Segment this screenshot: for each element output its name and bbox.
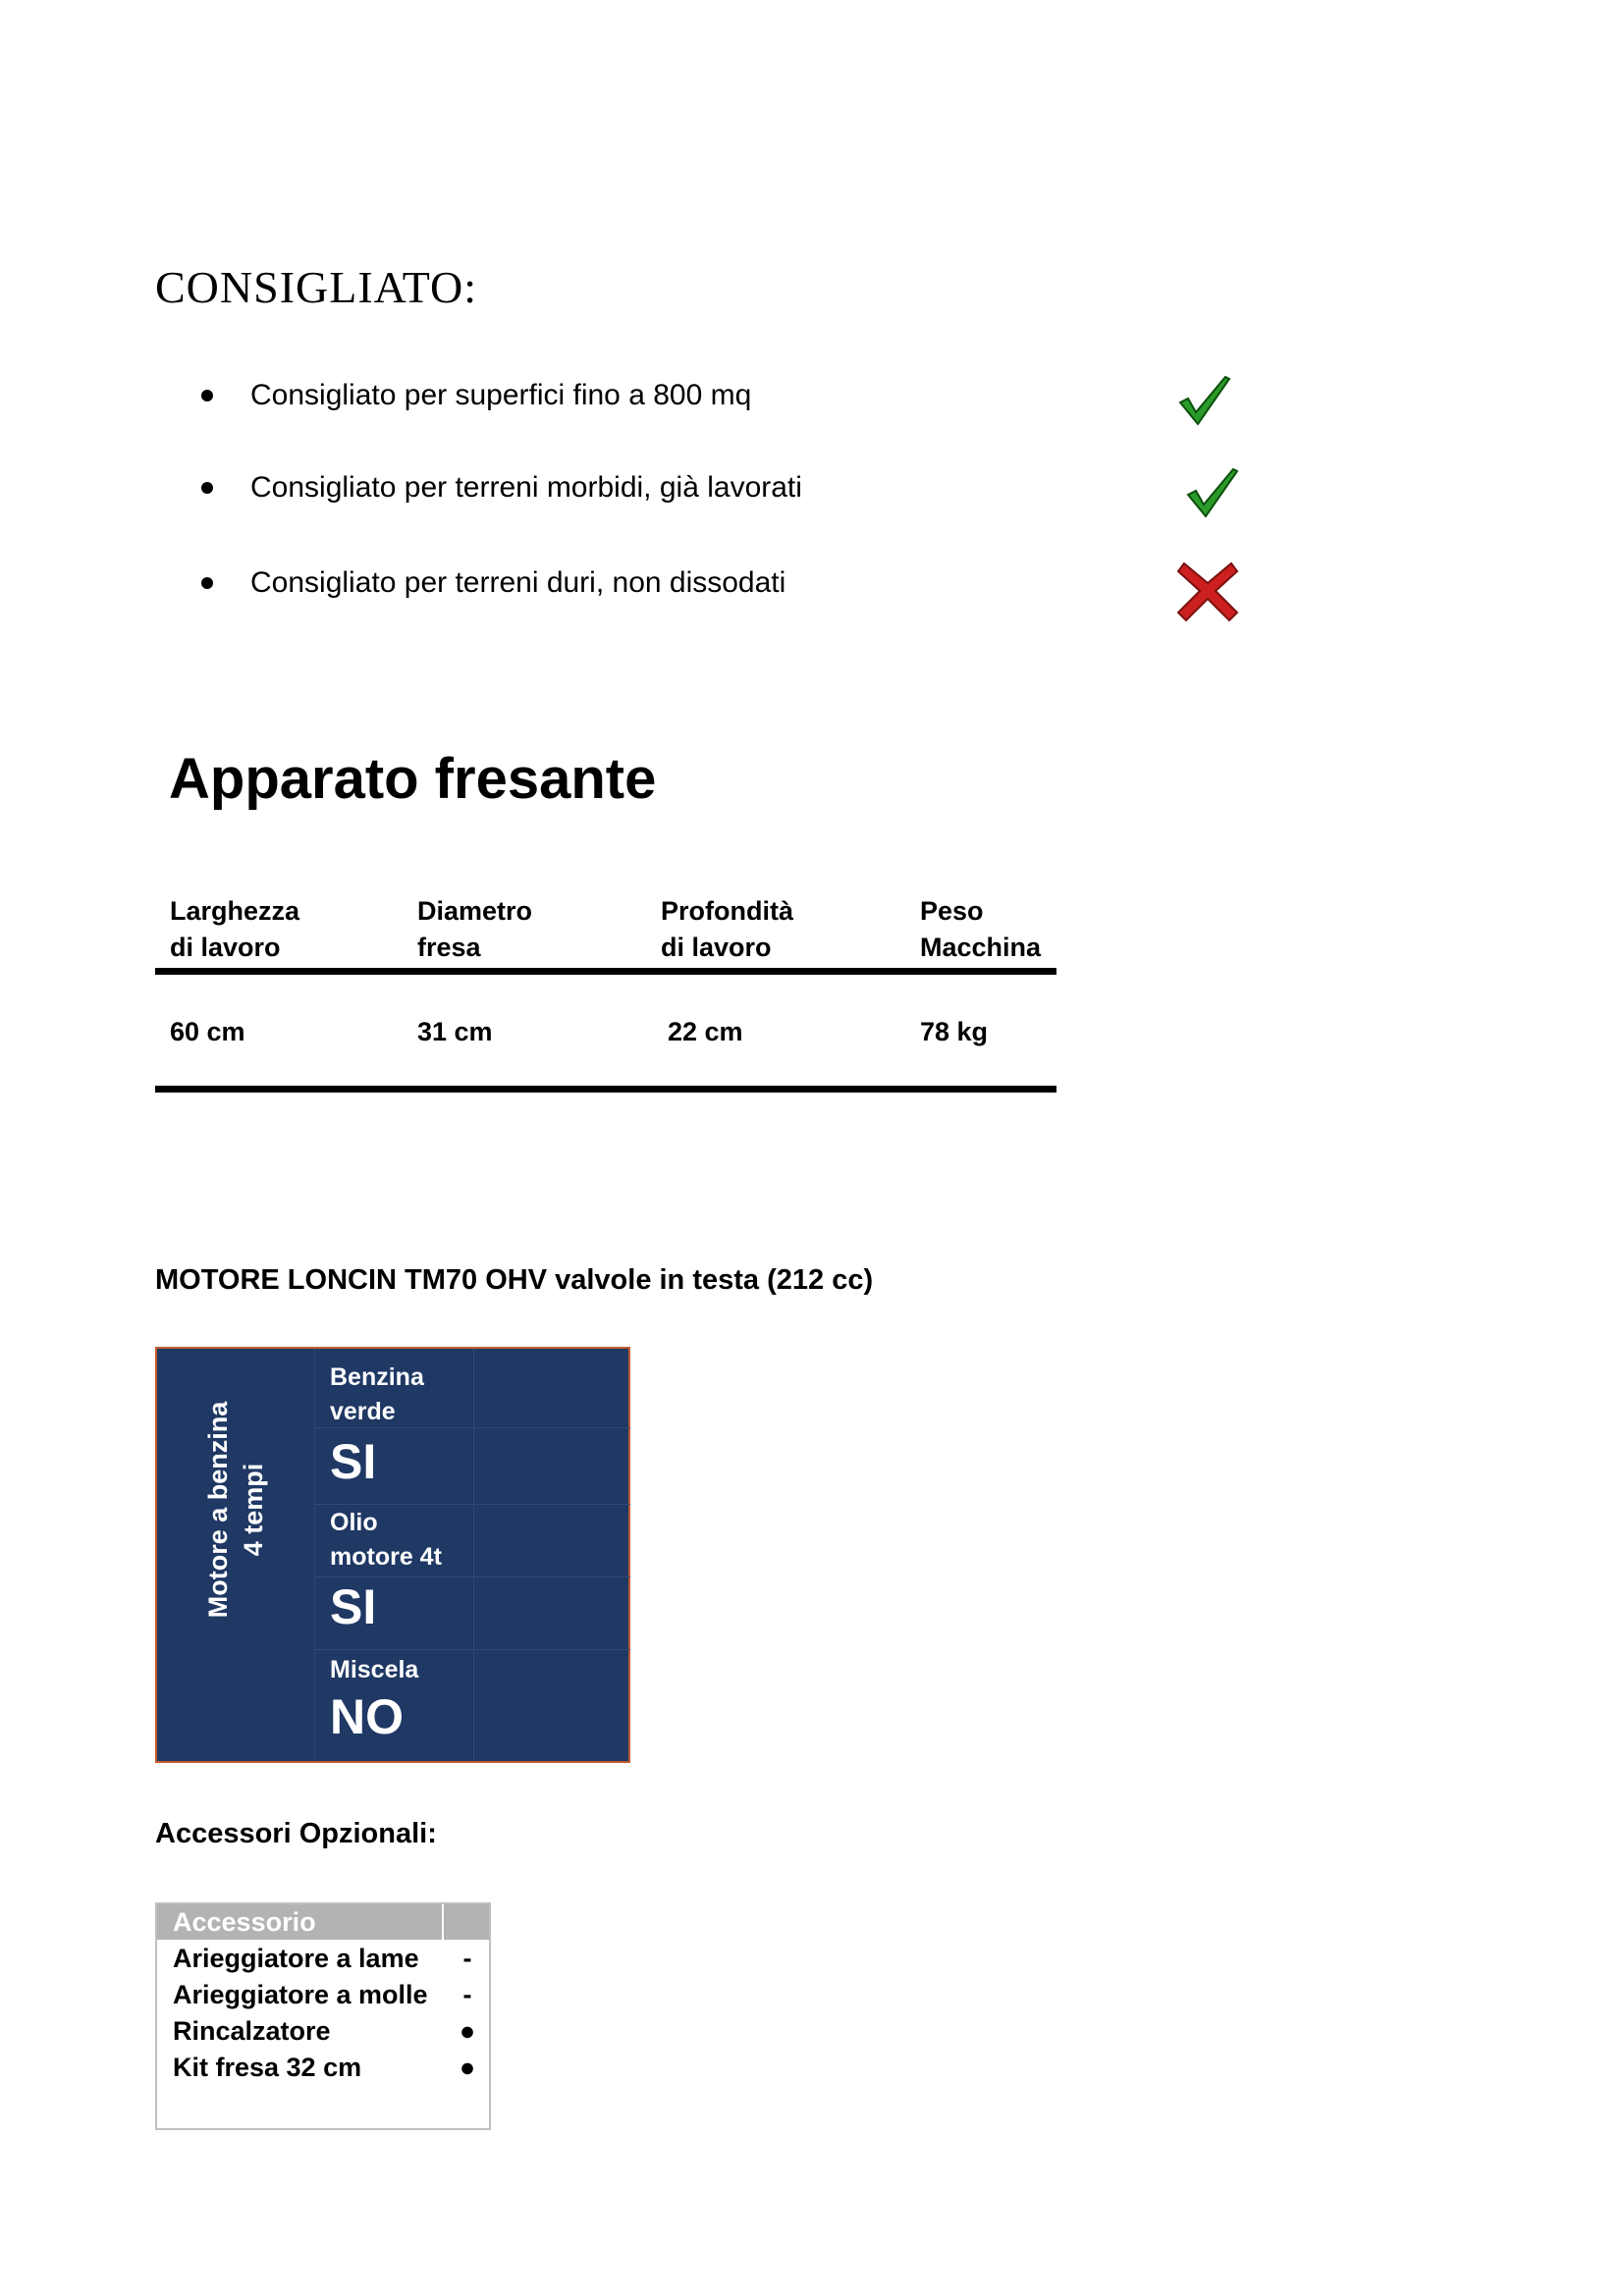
engine-info-box: [155, 1347, 630, 1763]
spec-header-line: fresa: [417, 933, 481, 962]
engine-title: MOTORE LONCIN TM70 OHV valvole in testa (212 cc): [155, 1264, 874, 1296]
recommended-item-1: [201, 379, 751, 412]
cross-icon: [1176, 560, 1239, 622]
fuel-label-line: verde: [330, 1398, 396, 1425]
header-divider: [442, 1904, 444, 1940]
accessory-name: Kit fresa 32 cm: [173, 2053, 362, 2082]
accessories-header: Accessorio: [157, 1904, 489, 1940]
spec-value-working-width: 60 cm: [170, 1017, 245, 1046]
spec-header-machine-weight: [920, 893, 1041, 966]
table-rule-bottom: [155, 1086, 1056, 1093]
engine-type-line: 4 tempi: [239, 1463, 268, 1557]
accessories-title: Accessori Opzionali:: [155, 1818, 437, 1849]
accessory-mark: ●: [459, 2016, 476, 2046]
spec-header-line: di lavoro: [170, 933, 281, 962]
bullet-icon: [201, 577, 213, 589]
accessory-mark: -: [462, 1980, 472, 2009]
accessory-row: [173, 2016, 477, 2047]
grid-divider: [473, 1349, 474, 1761]
fuel-label-mix: Miscela: [330, 1656, 419, 1683]
grid-divider: [314, 1504, 630, 1505]
check-icon: [1184, 465, 1239, 520]
fuel-label-green-petrol: [330, 1361, 424, 1429]
accessories-table: [155, 1902, 491, 2130]
spec-header-working-width: [170, 893, 299, 966]
engine-type-cell: [157, 1349, 315, 1761]
fuel-label-line: motore 4t: [330, 1543, 442, 1571]
spec-header-line: di lavoro: [661, 933, 772, 962]
grid-divider: [314, 1576, 630, 1577]
recommended-item-text: Consigliato per terreni duri, non dissodati: [250, 566, 786, 599]
fuel-label-oil: [330, 1506, 442, 1575]
fuel-label-line: Olio: [330, 1509, 378, 1536]
accessory-row: [173, 1944, 477, 1974]
engine-type-label: [200, 1402, 271, 1619]
spec-value-machine-weight: 78 kg: [920, 1017, 989, 1046]
spec-header-tiller-diameter: [417, 893, 532, 966]
spec-header-line: Larghezza: [170, 896, 300, 926]
grid-divider: [314, 1649, 630, 1650]
fuel-value-mix: NO: [330, 1689, 404, 1744]
fuel-value-oil: SI: [330, 1579, 377, 1634]
accessory-row: [173, 1980, 477, 2010]
accessory-name: Arieggiatore a molle: [173, 1980, 428, 2009]
table-rule-top: [155, 968, 1056, 975]
spec-header-working-depth: [661, 893, 793, 966]
check-icon: [1176, 373, 1231, 428]
fuel-value-green-petrol: SI: [330, 1434, 377, 1489]
spec-value-working-depth: 22 cm: [668, 1017, 743, 1046]
spec-header-line: Peso: [920, 896, 984, 926]
recommended-item-2: [201, 471, 802, 505]
engine-type-line: Motore a benzina: [203, 1401, 233, 1619]
accessory-mark: ●: [459, 2053, 476, 2082]
accessory-name: Rincalzatore: [173, 2016, 331, 2046]
fuel-label-line: Benzina: [330, 1363, 424, 1391]
recommended-item-3: [201, 566, 785, 600]
spec-header-line: Profondità: [661, 896, 793, 926]
recommended-item-text: Consigliato per terreni morbidi, già lavorati: [250, 471, 802, 504]
bullet-icon: [201, 390, 213, 401]
spec-header-line: Diametro: [417, 896, 533, 926]
accessory-row: [173, 2053, 477, 2083]
accessory-name: Arieggiatore a lame: [173, 1944, 419, 1973]
spec-value-tiller-diameter: 31 cm: [417, 1017, 493, 1046]
cutting-title: Apparato fresante: [169, 747, 657, 811]
spec-header-line: Macchina: [920, 933, 1042, 962]
accessory-mark: -: [462, 1944, 472, 1973]
recommended-title: CONSIGLIATO:: [155, 262, 478, 312]
bullet-icon: [201, 482, 213, 494]
recommended-item-text: Consigliato per superfici fino a 800 mq: [250, 379, 752, 411]
